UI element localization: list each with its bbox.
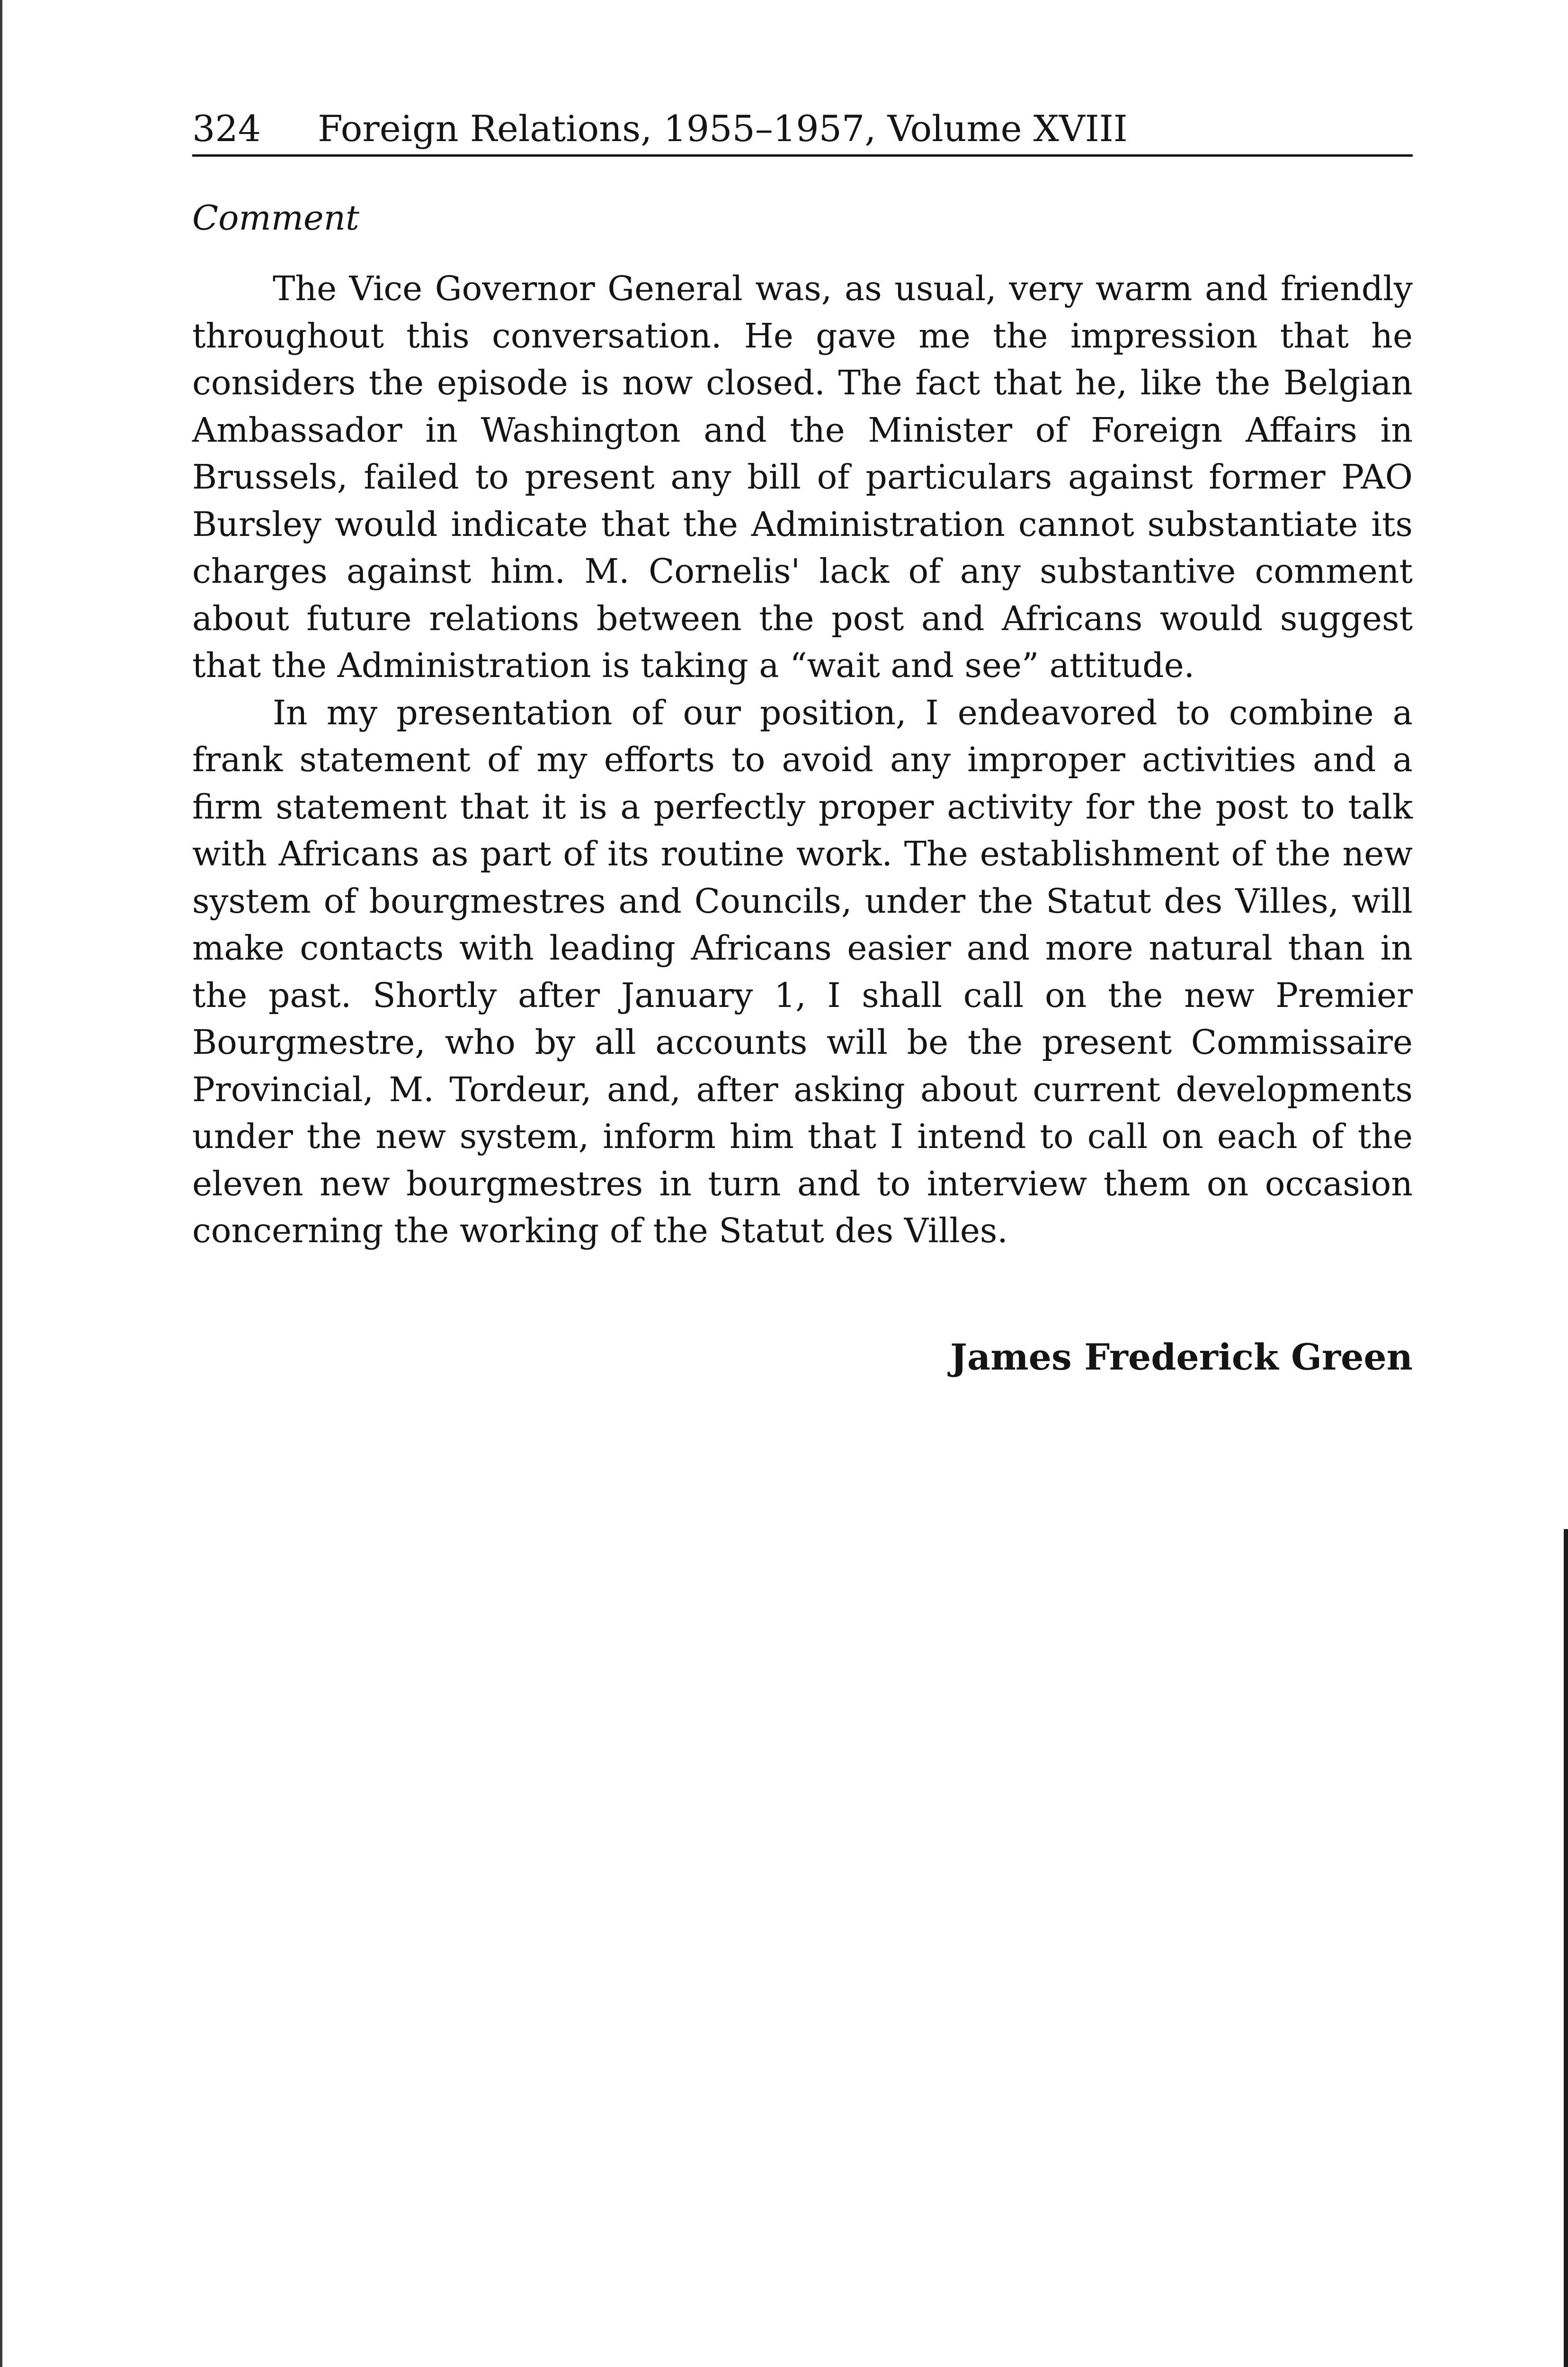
page-left-edge bbox=[0, 0, 2, 2367]
paragraph: The Vice Governor General was, as usual, very warm and friendly throughout this conversation. He gave me the impression that he considers the episode is now closed. The fact that he, like the Belgian Ambassador in Washington and the Minister of Foreign Affairs in Brussels, failed to present any bill of particulars against former PAO Bursley would indicate that the Administration cannot substantiate its charges against him. M. Cornelis' lack of any substantive comment about future relations between the post and Africans would suggest that the Administration is taking a “wait and see” attitude. bbox=[192, 269, 1413, 685]
body-text bbox=[192, 265, 1413, 1255]
running-title: Foreign Relations, 1955–1957, Volume XVIII bbox=[318, 107, 1128, 150]
paragraph: In my presentation of our position, I endeavored to combine a frank statement of my efforts to avoid any improper activities and a firm statement that it is a perfectly proper activity for the post to talk with Africans as part of its routine work. The establishment of the new system of bourgmestres and Councils, under the Statut des Villes, will make contacts with leading Africans easier and more natural than in the past. Shortly after January 1, I shall call on the new Premier Bourgmestre, who by all accounts will be the present Commissaire Provincial, M. Tordeur, and, after asking about current developments under the new system, inform him that I intend to call on each of the eleven new bourgmestres in turn and to interview them on occasion concerning the working of the Statut des Villes. bbox=[192, 693, 1413, 1250]
page-number: 324 bbox=[192, 107, 261, 150]
running-head bbox=[192, 103, 1413, 157]
signature: James Frederick Green bbox=[950, 1336, 1413, 1378]
page-right-edge bbox=[1564, 1529, 1568, 2367]
section-label-comment: Comment bbox=[192, 198, 359, 238]
